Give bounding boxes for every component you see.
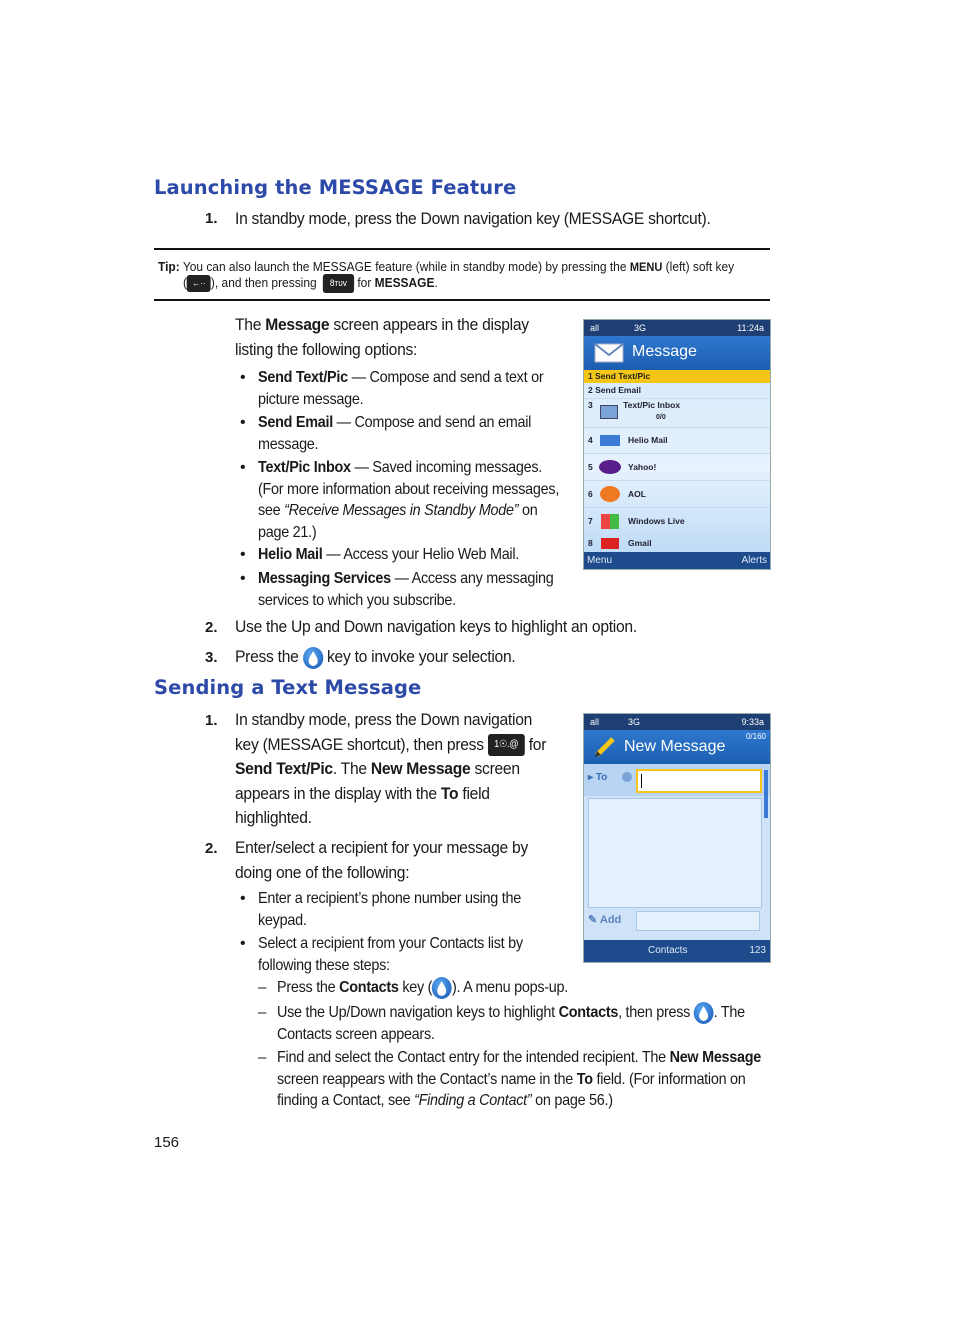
pencil-icon — [594, 736, 616, 758]
eight-key-icon: 8ᴛᴜᴠ — [323, 274, 354, 293]
substep-text: ). A menu pops-up. — [451, 979, 569, 997]
tip-line-2 — [183, 274, 438, 293]
substep-text: screen reappears with the Contact’s name in the — [277, 1070, 577, 1088]
step-text: Enter/select a recipient for your message by doing one of the following: — [235, 838, 528, 882]
option-send-text-pic — [258, 367, 569, 410]
item-num: 1 — [588, 371, 593, 381]
option-name: Send Email — [258, 414, 333, 431]
step-number: 1. — [205, 712, 218, 729]
status-time: 11:24a — [737, 323, 764, 333]
option-desc: — Compose and send a text or picture message. — [258, 369, 544, 408]
section-heading-launching: Launching the MESSAGE Feature — [154, 176, 517, 199]
to-row — [584, 764, 770, 796]
dash: – — [258, 1004, 267, 1021]
menu-item-helio-mail[interactable] — [584, 428, 770, 454]
substep-text: field. (For information on finding a Contact, see — [277, 1070, 746, 1109]
soft-key-input-mode[interactable]: 123 — [749, 945, 766, 956]
substep-text: Press the — [277, 979, 340, 997]
soft-key-alerts[interactable]: Alerts — [741, 555, 767, 566]
dash: – — [258, 1049, 267, 1066]
menu-item-send-text-pic[interactable] — [584, 370, 770, 383]
character-counter: 0/160 — [745, 732, 766, 741]
tip-text: for — [357, 274, 372, 290]
bullet: • — [240, 890, 246, 907]
option-name: Helio Mail — [258, 546, 323, 563]
substep-text: Use the Up/Down navigation keys to highlight — [277, 1004, 559, 1022]
text-cursor — [641, 774, 642, 788]
step-text-part: key to invoke your selection. — [327, 647, 516, 666]
substep-text: Find and select the Contact entry for the intended recipient. The — [277, 1049, 670, 1066]
intro-paragraph — [235, 313, 566, 362]
menu-item-gmail[interactable] — [584, 535, 770, 549]
step-text-part: for — [528, 734, 547, 754]
signal-icon: all — [590, 323, 600, 333]
option-name: Send Text/Pic — [258, 369, 348, 386]
contact-icon — [622, 772, 632, 782]
soft-key-bar — [584, 552, 770, 569]
menu-item-text-pic-inbox[interactable] — [584, 399, 770, 428]
step-bold: New Message — [370, 759, 471, 778]
step-text-part: . The — [332, 759, 371, 778]
bullet: • — [240, 369, 246, 386]
substep-highlight-contacts — [277, 1002, 763, 1046]
step-text — [235, 708, 552, 831]
ok-key-icon — [694, 1002, 714, 1024]
menu-item-yahoo[interactable] — [584, 454, 770, 481]
bullet: • — [240, 546, 246, 563]
item-label: Gmail — [628, 538, 652, 548]
substep-text: . The Contacts screen appears. — [277, 1004, 745, 1043]
step-number: 2. — [205, 619, 218, 636]
item-label: Windows Live — [628, 516, 685, 526]
tip-label: Tip: — [158, 259, 180, 274]
step-number: 3. — [205, 649, 218, 666]
substep-bold: Contacts — [558, 1004, 619, 1022]
envelope-icon — [594, 343, 624, 363]
add-attachment[interactable]: ✎ Add — [588, 914, 622, 926]
cross-reference[interactable]: “Finding a Contact” — [414, 1092, 532, 1109]
tip-line-1 — [158, 259, 734, 275]
aol-icon — [600, 486, 620, 502]
substep-press-contacts — [277, 977, 568, 999]
option-desc: — Access any messaging services to which you subscribe. — [258, 570, 554, 609]
windows-live-icon — [601, 514, 619, 529]
step-text-part: Press the — [235, 647, 299, 666]
add-label: Add — [599, 914, 622, 926]
item-label: AOL — [628, 489, 646, 499]
menu-item-windows-live[interactable] — [584, 508, 770, 535]
menu-list — [584, 370, 770, 549]
attachment-field[interactable] — [636, 911, 760, 931]
item-num: 5 — [588, 462, 593, 472]
tip-bottom-rule — [154, 299, 770, 301]
network-indicator: 3G — [634, 323, 647, 333]
step-number: 2. — [205, 840, 218, 857]
tip-text: You can also launch the MESSAGE feature (while in standby mode) by pressing the — [182, 259, 627, 274]
step-text-part: field highlighted. — [235, 783, 490, 827]
substep-bold: Contacts — [339, 979, 399, 997]
option-text-pic-inbox — [258, 457, 569, 543]
to-label: To — [595, 772, 608, 783]
message-body-area[interactable] — [588, 798, 762, 908]
step-text-part: screen appears in the display with the — [235, 759, 520, 803]
to-field-label: ▸ To — [588, 772, 608, 783]
intro-bold: Message — [265, 315, 330, 334]
helio-mail-icon — [600, 435, 620, 446]
step-number: 1. — [205, 210, 218, 227]
scrollbar[interactable] — [764, 770, 768, 818]
tip-text: ), and then pressing — [210, 274, 317, 290]
network-indicator: 3G — [628, 717, 641, 727]
tip-text: (left) soft key — [665, 259, 735, 274]
step-text — [235, 645, 515, 670]
screen-title: New Message — [624, 738, 726, 755]
option-desc: on page 21.) — [258, 502, 538, 541]
item-num: 4 — [588, 435, 593, 445]
option-desc: — Access your Helio Web Mail. — [322, 546, 520, 563]
one-key-icon: 1☉.@ — [488, 734, 525, 756]
item-label: Text/Pic Inbox — [623, 400, 681, 410]
new-message-screenshot — [583, 713, 771, 963]
substep-bold: New Message — [669, 1049, 762, 1066]
gmail-icon — [601, 538, 619, 549]
option-name: Text/Pic Inbox — [258, 459, 351, 476]
bullet: • — [240, 414, 246, 431]
substep-text: , then press — [618, 1004, 691, 1022]
signal-icon: all — [590, 717, 600, 727]
option-desc: — Saved incoming messages. (For more information about receiving messages, see — [258, 459, 560, 519]
recipient-option-keypad: Enter a recipient’s phone number using the keypad. — [258, 890, 521, 929]
screen-title: Message — [632, 343, 697, 360]
substep-find-contact — [277, 1047, 768, 1112]
back-soft-key-icon: ←·· — [187, 275, 211, 292]
item-num: 8 — [588, 538, 593, 548]
tip-text: . — [434, 274, 438, 290]
option-desc: — Compose and send an email message. — [258, 414, 532, 453]
item-num: 3 — [588, 400, 593, 410]
title-bar — [584, 730, 770, 764]
dash: – — [258, 979, 267, 996]
recipient-option-contacts: Select a recipient from your Contacts list by following these steps: — [258, 935, 523, 974]
bullet: • — [240, 570, 246, 587]
intro-text: screen appears in the display listing the following options: — [235, 315, 529, 359]
add-row — [584, 908, 770, 932]
section-heading-sending: Sending a Text Message — [154, 676, 422, 699]
inbox-count: 0/0 — [656, 414, 666, 421]
tip-top-rule — [154, 248, 770, 250]
soft-key-bar — [584, 940, 770, 962]
status-bar — [584, 714, 770, 730]
substep-text: key ( — [398, 979, 433, 997]
menu-word: MENU — [629, 260, 663, 274]
to-input[interactable] — [636, 769, 762, 793]
bullet: • — [240, 459, 246, 476]
message-menu-screenshot — [583, 319, 771, 570]
step-text: Use the Up and Down navigation keys to highlight an option. — [235, 617, 637, 636]
page-number: 156 — [154, 1134, 180, 1151]
status-bar — [584, 320, 770, 336]
step-text: In standby mode, press the Down navigation key (MESSAGE shortcut). — [235, 209, 711, 228]
intro-text: The — [235, 315, 266, 334]
menu-item-send-email[interactable] — [584, 383, 770, 399]
item-num: 6 — [588, 489, 593, 499]
status-time: 9:33a — [741, 717, 764, 727]
option-send-email — [258, 412, 569, 455]
bullet: • — [240, 935, 246, 952]
step-bold: To — [440, 783, 459, 803]
inbox-icon — [600, 405, 618, 419]
item-label: Send Email — [595, 385, 641, 395]
option-helio-mail — [258, 544, 569, 566]
step-bold: Send Text/Pic — [235, 759, 333, 778]
cross-reference[interactable]: “Receive Messages in Standby Mode” — [284, 502, 519, 519]
yahoo-icon — [599, 460, 621, 474]
item-label: Yahoo! — [628, 462, 657, 472]
item-label: Send Text/Pic — [595, 371, 651, 381]
item-label: Helio Mail — [628, 435, 668, 445]
option-messaging-services — [258, 568, 569, 611]
ok-key-icon — [303, 647, 323, 669]
ok-key-icon — [432, 977, 452, 999]
soft-key-menu[interactable]: Menu — [587, 555, 613, 566]
tip-text: ( — [183, 274, 187, 290]
message-word: MESSAGE — [374, 274, 435, 290]
item-num: 2 — [588, 385, 593, 395]
substep-text: on page 56.) — [531, 1092, 613, 1109]
item-num: 7 — [588, 516, 593, 526]
menu-item-aol[interactable] — [584, 481, 770, 508]
option-name: Messaging Services — [258, 570, 391, 587]
step-text-part: In standby mode, press the Down navigation key (MESSAGE shortcut), then press — [235, 710, 533, 754]
substep-bold: To — [576, 1070, 593, 1088]
title-bar — [584, 336, 770, 370]
soft-key-contacts[interactable]: Contacts — [648, 945, 688, 956]
